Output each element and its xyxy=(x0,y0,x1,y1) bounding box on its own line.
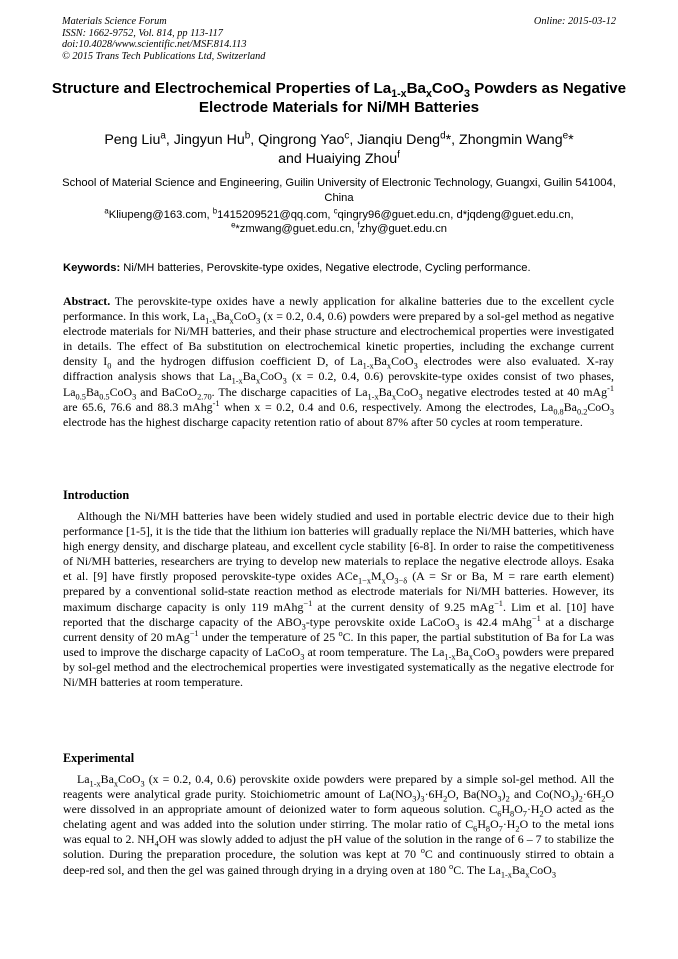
affiliation: School of Material Science and Engineering, Guilin University of Electronic Technology, Guangxi, Guilin 541004, China xyxy=(62,177,616,205)
experimental-text: $La_{1-x}Ba_xCoO_3$ (x = 0.2, 0.4, 0.6) perovskite oxide powders were prepared by a simple sol-gel method. All the reagents were analytical grade purity. Stoichiometric amount of $La(NO_3)_3\cdot 6H_2O$, $Ba(NO_3)_2$ and $Co(NO_3)_2\cdot 6H_2O$ were dissolved in an appropriate amount of deionized water to form aqueous solution. $C_6H_8O_7\cdot H_2O$ acted as the chelating agent and was added into the solution under stirring. The molar ratio of $C_6H_8O_7\cdot H_2O$ to the metal ions was equal to 2. $NH_4OH$ was slowly added to adjust the pH value of the solution in the range of 6 – 7 to stabilize the solution. During the preparation procedure, the solution was kept at 70 $^o$C and continuously stirred to obtain a deep-red sol, and then the gel was gained through drying in a drying oven at 180 $^o$C. The $La_{1-x}Ba_xCoO_3$ xyxy=(63,772,615,879)
introduction-text: Although the Ni/MH batteries have been widely studied and used in portable electric device due to their high performance [1-5], it is the tide that the lithium ion batteries will gradually replace the Ni/MH batteries, which have high energy density, and discharge plateau, and excellent cycle stability [6-8]. In order to raise the competitiveness of Ni/MH batteries, researchers are trying to develop new materials to replace the negative electrode alloys. Esaka et al. [9] have firstly proposed perovskite-type oxides $ACe_{1-x}M_xO_{3-\delta}$ (A = Sr or Ba, M = rare earth element) prepared by a conventional solid-state reaction method as electrode materials for Ni/MH batteries. However, its maximum discharge capacity is only 119 mAhg$^{-1}$ at the current density of 9.25 mAg$^{-1}$. Lim et al. [10] have reported that the discharge capacity of the $ABO_3$-type perovskite oxide LaCoO$_3$ is 42.4 mAhg$^{-1}$ at a discharge current density of 20 mAg$^{-1}$ under the temperature of 25 $^o$C. In this paper, the partial substitution of Ba for La was used to improve the discharge capacity of LaCoO$_3$ at room temperature. The $La_{1-x}Ba_xCoO_3$ powders were prepared by sol-gel method and the electrochemical properties were investigated systematically as the negative electrode for Ni/MH batteries at room temperature. xyxy=(63,509,615,690)
issn: ISSN: 1662-9752, Vol. 814, pp 113-117 xyxy=(62,27,223,39)
copyright: © 2015 Trans Tech Publications Ltd, Switzerland xyxy=(62,50,266,62)
experimental-heading: Experimental xyxy=(63,751,135,765)
keywords-label: Keywords: xyxy=(63,262,121,274)
online-date: Online: 2015-03-12 xyxy=(533,16,616,27)
doi: doi:10.4028/www.scientific.net/MSF.814.113 xyxy=(62,39,247,51)
journal-name: Materials Science Forum xyxy=(62,16,167,27)
keywords: Keywords: Ni/MH batteries, Perovskite-type oxides, Negative electrode, Cycling performance. xyxy=(63,262,531,274)
journal-header xyxy=(62,16,616,62)
abstract-label: Abstract. xyxy=(63,294,111,308)
abstract: Abstract. The perovskite-type oxides have a newly application for alkaline batteries due to the excellent cycle performance. In this work, $La_{1-x}Ba_xCoO_3$ (x = 0.2, 0.4, 0.6) powders were prepared by a sol-gel method as negative electrode materials for Ni/MH batteries, and their phase structure and electrochemical properties were investigated in details. The effect of Ba substitution on electrochemical kinetic properties, including the exchange current density $I_0$ and the hydrogen diffusion coefficient D, of $La_{1-x}Ba_xCoO_3$ electrodes were also evaluated. X-ray diffraction analysis shows that $La_{1-x}Ba_xCoO_3$ (x = 0.2, 0.4, 0.6) perovskite-type oxides consist of two phases, $La_{0.5}Ba_{0.5}CoO_3$ and BaCoO$_{2.70}$. The discharge capacities of $La_{1-x}Ba_xCoO_3$ negative electrodes tested at 40 mAg$^{-1}$ are 65.6, 76.6 and 88.3 mAhg$^{-1}$ when x = 0.2, 0.4 and 0.6, respectively. Among the electrodes, $La_{0.8}Ba_{0.2}CoO_3$ electrode has the highest discharge capacity retention ratio of about 87% after 50 cycles at room temperature. xyxy=(63,294,615,429)
author-emails: $^a$Kliupeng@163.com, $^b$1415209521@qq.com, $^c$qingry96@guet.edu.cn, d*jqdeng@guet.edu.cn, $^e$*zmwang@guet.edu.cn, $^f$zhy@guet.edu.cn xyxy=(104,206,574,235)
introduction-heading: Introduction xyxy=(63,488,130,502)
author-list: Peng Liu$^a$, Jingyun Hu$^b$, Qingrong Yao$^c$, Jianqiu Deng$^d$*, Zhongmin Wang$^e$* and Huaiying Zhou$^f$ xyxy=(104,130,574,167)
paper-title: Structure and Electrochemical Properties of $La_{1-x}Ba_xCoO_3$ Powders as Negative Electrode Materials for Ni/MH Batteries xyxy=(51,80,627,116)
